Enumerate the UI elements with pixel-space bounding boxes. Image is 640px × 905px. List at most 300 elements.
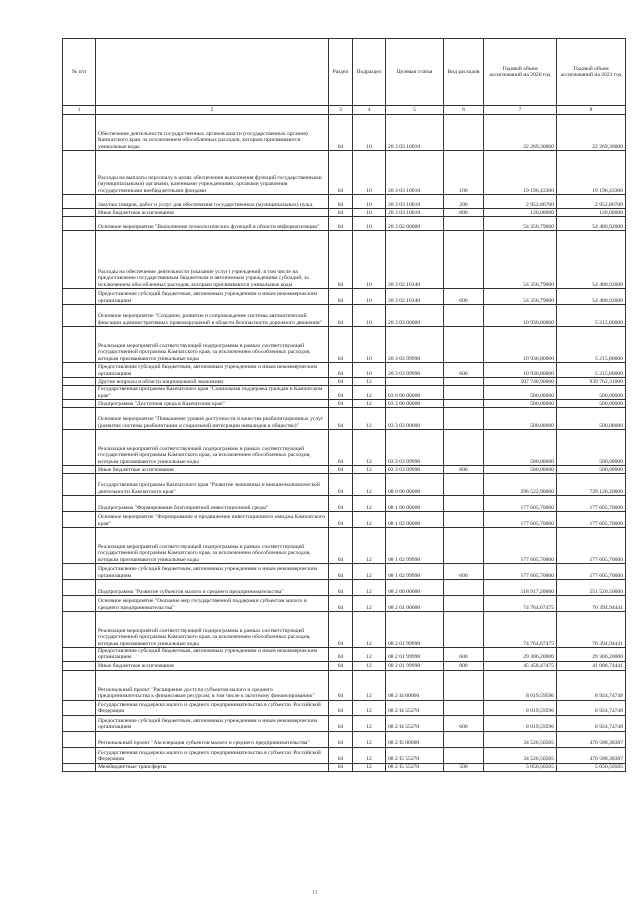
row-amount-2021-cell: 2 952,86700 <box>557 195 626 209</box>
row-name-cell: Основное мероприятие "Выполнение технологических функций в области информатизации" <box>96 217 329 231</box>
row-number-cell <box>63 386 96 400</box>
row-amount-2021-cell: 177 605,70000 <box>557 496 626 512</box>
row-number-cell <box>63 670 96 700</box>
row-subsection-cell: 10 <box>353 195 386 209</box>
row-amount-2021-cell: 500,00000 <box>557 408 626 430</box>
row-amount-2020-cell: 500,00000 <box>484 430 557 466</box>
row-name-cell: Государственная программа Камчатского края "Развитие экономики и внешнеэкономической деятельности Камчатского края" <box>96 474 329 496</box>
row-amount-2020-cell: 19 196,43300 <box>484 151 557 195</box>
row-number-cell <box>63 648 96 662</box>
row-amount-2020-cell: 8 019,59596 <box>484 670 557 700</box>
row-target-article-cell: 20 3 03 99990 <box>386 363 444 378</box>
row-amount-2020-cell: 29 306,20000 <box>484 648 557 662</box>
row-target-article-cell: 08 2 01 99990 <box>386 661 444 670</box>
row-target-article-cell: 20 3 02 10140 <box>386 231 444 289</box>
row-expense-type-cell <box>444 115 484 151</box>
row-number-cell <box>63 496 96 512</box>
table-row <box>63 596 626 612</box>
row-amount-2020-cell: 177 605,70000 <box>484 528 557 564</box>
row-name-cell: Расходы на выплаты персоналу в целях обеспечения выполнения функций государственными (муниципальными) органами, казенными учреждениями, органами управления государственными внебюджетными фондами <box>96 151 329 195</box>
row-expense-type-cell <box>444 580 484 596</box>
row-target-article-cell: 08 2 I4 55270 <box>386 715 444 731</box>
row-section-cell: 04 <box>329 327 353 363</box>
table-row <box>63 115 626 151</box>
table-row <box>63 386 626 400</box>
row-section-cell: 04 <box>329 217 353 231</box>
row-target-article-cell: 20 3 03 00000 <box>386 305 444 327</box>
row-subsection-cell: 12 <box>353 408 386 430</box>
row-name-cell: Иные бюджетные ассигнования <box>96 466 329 474</box>
row-amount-2021-cell: 500,00000 <box>557 400 626 408</box>
row-expense-type-cell <box>444 305 484 327</box>
row-section-cell: 04 <box>329 195 353 209</box>
row-number-cell <box>63 528 96 564</box>
table-row <box>63 648 626 662</box>
row-amount-2020-cell: 8 019,59596 <box>484 715 557 731</box>
row-target-article-cell: 20 3 02 10140 <box>386 289 444 305</box>
row-subsection-cell: 12 <box>353 747 386 763</box>
row-amount-2020-cell: 500,00000 <box>484 400 557 408</box>
row-number-cell <box>63 289 96 305</box>
row-amount-2021-cell: 54 480,92000 <box>557 217 626 231</box>
table-row <box>63 209 626 217</box>
row-number-cell <box>63 327 96 363</box>
row-target-article-cell: 03 3 00 00000 <box>386 400 444 408</box>
row-expense-type-cell <box>444 400 484 408</box>
row-target-article-cell: 03 3 03 99990 <box>386 430 444 466</box>
row-subsection-cell: 10 <box>353 217 386 231</box>
index-cell: 6 <box>444 106 484 115</box>
table-row <box>63 305 626 327</box>
row-target-article-cell: 20 3 03 99990 <box>386 327 444 363</box>
row-expense-type-cell <box>444 430 484 466</box>
row-number-cell <box>63 715 96 731</box>
row-target-article-cell: 20 3 03 10010 <box>386 115 444 151</box>
row-target-article-cell: 08 2 01 99990 <box>386 648 444 662</box>
row-name-cell: Предоставление субсидий бюджетным, автономным учреждениям и иным некоммерческим организациям <box>96 715 329 731</box>
row-section-cell: 04 <box>329 209 353 217</box>
row-target-article-cell: 03 3 03 99990 <box>386 466 444 474</box>
table-row <box>63 700 626 715</box>
row-subsection-cell: 12 <box>353 400 386 408</box>
row-target-article-cell: 08 2 I4 00000 <box>386 670 444 700</box>
table-row <box>63 363 626 378</box>
row-amount-2021-cell: 70 394,94441 <box>557 612 626 648</box>
table-row <box>63 195 626 209</box>
table-row <box>63 564 626 580</box>
row-name-cell: Предоставление субсидий бюджетным, автономным учреждениям и иным некоммерческим организациям <box>96 564 329 580</box>
row-expense-type-cell <box>444 596 484 612</box>
row-amount-2020-cell: 500,00000 <box>484 386 557 400</box>
row-section-cell: 04 <box>329 670 353 700</box>
row-target-article-cell: 08 2 I5 55270 <box>386 747 444 763</box>
row-amount-2021-cell: 8 924,74748 <box>557 715 626 731</box>
row-number-cell <box>63 512 96 528</box>
row-name-cell: Реализация мероприятий соответствующей подпрограммы в рамках соответствующей государственной программы Камчатского края, за исключением обособленных расходов, которым присваиваются уникальные коды <box>96 612 329 648</box>
row-name-cell: Предоставление субсидий бюджетным, автономным учреждениям и иным некоммерческим организациям <box>96 648 329 662</box>
row-amount-2021-cell: 729 126,20000 <box>557 474 626 496</box>
row-subsection-cell: 10 <box>353 289 386 305</box>
row-section-cell: 04 <box>329 580 353 596</box>
row-section-cell: 04 <box>329 528 353 564</box>
row-name-cell: Реализация мероприятий соответствующей подпрограммы в рамках соответствующей государственной программы Камчатского края, за исключением обособленных расходов, которым присваиваются уникальные коды <box>96 430 329 466</box>
row-section-cell: 04 <box>329 564 353 580</box>
row-expense-type-cell: 600 <box>444 648 484 662</box>
row-name-cell: Реализация мероприятий соответствующей подпрограммы в рамках соответствующей государственной программы Камчатского края, за исключением обособленных расходов, которым присваиваются уникальные коды <box>96 528 329 564</box>
row-subsection-cell: 12 <box>353 715 386 731</box>
row-subsection-cell: 12 <box>353 700 386 715</box>
row-expense-type-cell: 100 <box>444 151 484 195</box>
row-number-cell <box>63 231 96 289</box>
table-row <box>63 763 626 771</box>
row-expense-type-cell <box>444 670 484 700</box>
row-subsection-cell: 12 <box>353 474 386 496</box>
row-name-cell: Основное мероприятие "Повышение уровня доступности и качества реабилитационных услуг (развитие системы реабилитации и социальной интеграции инвалидов в общество)" <box>96 408 329 430</box>
row-amount-2020-cell: 54 356,79000 <box>484 217 557 231</box>
row-subsection-cell: 10 <box>353 305 386 327</box>
table-row <box>63 528 626 564</box>
row-expense-type-cell <box>444 231 484 289</box>
row-name-cell: Иные бюджетные ассигнования <box>96 209 329 217</box>
row-section-cell: 04 <box>329 648 353 662</box>
row-expense-type-cell: 600 <box>444 715 484 731</box>
table-row <box>63 747 626 763</box>
table-row <box>63 612 626 648</box>
row-name-cell: Основное мероприятие "Формирование и продвижение инвестиционного имиджа Камчатского края" <box>96 512 329 528</box>
row-number-cell <box>63 466 96 474</box>
row-section-cell: 04 <box>329 496 353 512</box>
row-target-article-cell: 08 2 00 00000 <box>386 580 444 596</box>
row-expense-type-cell: 600 <box>444 289 484 305</box>
table-row <box>63 378 626 386</box>
row-target-article-cell: 20 3 03 10010 <box>386 151 444 195</box>
table-row <box>63 580 626 596</box>
header-expense-type: Вид расходов <box>444 39 484 106</box>
row-subsection-cell: 12 <box>353 430 386 466</box>
row-number-cell <box>63 763 96 771</box>
table-row <box>63 474 626 496</box>
row-number-cell <box>63 430 96 466</box>
table-row <box>63 512 626 528</box>
row-section-cell: 04 <box>329 400 353 408</box>
header-name <box>96 39 329 106</box>
row-number-cell <box>63 747 96 763</box>
row-expense-type-cell: 800 <box>444 661 484 670</box>
row-number-cell <box>63 596 96 612</box>
row-name-cell: Иные бюджетные ассигнования <box>96 661 329 670</box>
row-amount-2020-cell: 118 917,20000 <box>484 580 557 596</box>
header-subsection: Подраздел <box>353 39 386 106</box>
table-row <box>63 430 626 466</box>
row-subsection-cell: 10 <box>353 209 386 217</box>
index-cell: 8 <box>557 106 626 115</box>
row-name-cell: Подпрограмма "Доступная среда в Камчатском крае" <box>96 400 329 408</box>
row-target-article-cell: 08 2 I4 55270 <box>386 700 444 715</box>
row-target-article-cell: 08 0 00 00000 <box>386 474 444 496</box>
header-amount-2020: Годовой объем ассигнований на 2020 год <box>484 39 557 106</box>
row-target-article-cell: 08 2 01 99990 <box>386 612 444 648</box>
row-expense-type-cell <box>444 474 484 496</box>
table-row <box>63 466 626 474</box>
row-section-cell: 04 <box>329 474 353 496</box>
row-amount-2021-cell: 54 480,92000 <box>557 289 626 305</box>
row-subsection-cell: 12 <box>353 564 386 580</box>
row-expense-type-cell: 600 <box>444 564 484 580</box>
row-expense-type-cell <box>444 496 484 512</box>
row-target-article-cell: 08 2 I5 00000 <box>386 731 444 747</box>
row-amount-2020-cell: 507 740,90000 <box>484 378 557 386</box>
row-number-cell <box>63 731 96 747</box>
index-cell: 1 <box>63 106 96 115</box>
row-expense-type-cell: 500 <box>444 763 484 771</box>
row-target-article-cell: 08 2 I5 55270 <box>386 763 444 771</box>
row-subsection-cell: 12 <box>353 512 386 528</box>
row-number-cell <box>63 363 96 378</box>
row-section-cell: 04 <box>329 305 353 327</box>
row-section-cell: 04 <box>329 430 353 466</box>
header-target-article: Целевая статья <box>386 39 444 106</box>
row-number-cell <box>63 474 96 496</box>
row-subsection-cell: 12 <box>353 670 386 700</box>
row-section-cell: 04 <box>329 612 353 648</box>
index-cell: 3 <box>329 106 353 115</box>
row-amount-2020-cell: 8 019,59596 <box>484 700 557 715</box>
row-target-article-cell: 20 3 03 10010 <box>386 209 444 217</box>
row-amount-2021-cell: 551 520,50000 <box>557 580 626 596</box>
row-expense-type-cell <box>444 700 484 715</box>
row-amount-2020-cell: 120,00000 <box>484 209 557 217</box>
row-section-cell: 04 <box>329 596 353 612</box>
row-number-cell <box>63 580 96 596</box>
row-subsection-cell: 12 <box>353 596 386 612</box>
row-amount-2021-cell: 177 605,70000 <box>557 512 626 528</box>
row-amount-2020-cell: 296 522,90000 <box>484 474 557 496</box>
row-amount-2021-cell: 5 215,80000 <box>557 327 626 363</box>
row-section-cell: 04 <box>329 466 353 474</box>
row-amount-2020-cell: 74 764,67475 <box>484 596 557 612</box>
row-number-cell <box>63 564 96 580</box>
row-amount-2021-cell: 19 196,43300 <box>557 151 626 195</box>
row-expense-type-cell: 800 <box>444 466 484 474</box>
row-section-cell: 04 <box>329 378 353 386</box>
row-section-cell: 04 <box>329 408 353 430</box>
row-target-article-cell: 20 3 02 00000 <box>386 217 444 231</box>
row-amount-2020-cell: 45 458,47475 <box>484 661 557 670</box>
row-expense-type-cell <box>444 512 484 528</box>
row-amount-2021-cell: 177 605,70000 <box>557 564 626 580</box>
row-subsection-cell: 12 <box>353 648 386 662</box>
row-amount-2021-cell: 500,00000 <box>557 386 626 400</box>
table-row <box>63 715 626 731</box>
row-amount-2021-cell: 29 306,20000 <box>557 648 626 662</box>
row-subsection-cell: 12 <box>353 378 386 386</box>
row-number-cell <box>63 217 96 231</box>
row-section-cell: 04 <box>329 115 353 151</box>
row-number-cell <box>63 700 96 715</box>
row-name-cell: Другие вопросы в области национальной экономики <box>96 378 329 386</box>
row-number-cell <box>63 115 96 151</box>
row-expense-type-cell <box>444 217 484 231</box>
row-subsection-cell: 12 <box>353 763 386 771</box>
table-row <box>63 217 626 231</box>
table-row <box>63 408 626 430</box>
row-amount-2020-cell: 10 936,80000 <box>484 363 557 378</box>
row-subsection-cell: 12 <box>353 386 386 400</box>
row-target-article-cell: 03 0 00 00000 <box>386 386 444 400</box>
row-section-cell: 04 <box>329 151 353 195</box>
row-expense-type-cell <box>444 378 484 386</box>
row-amount-2020-cell: 5 050,50505 <box>484 763 557 771</box>
column-index-row <box>63 106 626 115</box>
row-subsection-cell: 10 <box>353 115 386 151</box>
row-target-article-cell: 08 1 00 00000 <box>386 496 444 512</box>
row-name-cell: Государственная поддержка малого и среднего предпринимательства в субъектах Российской Федерации <box>96 700 329 715</box>
row-name-cell: Реализация мероприятий соответствующей подпрограммы в рамках соответствующей государственной программы Камчатского края, за исключением обособленных расходов, которым присваиваются уникальные коды <box>96 327 329 363</box>
row-amount-2021-cell: 470 588,38387 <box>557 747 626 763</box>
row-expense-type-cell: 800 <box>444 209 484 217</box>
row-section-cell: 04 <box>329 731 353 747</box>
row-target-article-cell: 03 3 03 00000 <box>386 408 444 430</box>
budget-table <box>62 38 626 772</box>
row-subsection-cell: 12 <box>353 580 386 596</box>
row-number-cell <box>63 378 96 386</box>
row-amount-2020-cell: 10 936,80000 <box>484 305 557 327</box>
row-section-cell: 04 <box>329 363 353 378</box>
row-amount-2021-cell: 177 605,70000 <box>557 528 626 564</box>
header-section: Раздел <box>329 39 353 106</box>
row-expense-type-cell <box>444 386 484 400</box>
row-amount-2021-cell: 54 480,92000 <box>557 231 626 289</box>
row-subsection-cell: 10 <box>353 327 386 363</box>
row-amount-2021-cell: 5 050,50505 <box>557 763 626 771</box>
row-name-cell: Государственная программа Камчатского края "Социальная поддержка граждан в Камчатском крае" <box>96 386 329 400</box>
row-subsection-cell: 10 <box>353 363 386 378</box>
row-name-cell: Расходы на обеспечение деятельности (оказание услуг) учреждений, в том числе на предоставление государственным бюджетным и автономным учреждениям субсидий, за исключением обособленных расходов, которым присваиваются уникальные коды <box>96 231 329 289</box>
row-section-cell: 04 <box>329 512 353 528</box>
row-section-cell: 04 <box>329 386 353 400</box>
row-subsection-cell: 12 <box>353 496 386 512</box>
row-number-cell <box>63 305 96 327</box>
row-amount-2021-cell: 120,00000 <box>557 209 626 217</box>
row-section-cell: 04 <box>329 231 353 289</box>
row-target-article-cell: 08 2 01 00000 <box>386 596 444 612</box>
row-section-cell: 04 <box>329 715 353 731</box>
index-cell: 5 <box>386 106 444 115</box>
row-expense-type-cell <box>444 612 484 648</box>
row-amount-2021-cell: 500,00000 <box>557 466 626 474</box>
row-amount-2021-cell: 8 924,74748 <box>557 670 626 700</box>
row-amount-2020-cell: 54 356,79000 <box>484 289 557 305</box>
row-name-cell: Основное мероприятие "Создание, развитие и сопровождение системы автоматической фиксации административных правонарушений в области безопасности дорожного движения" <box>96 305 329 327</box>
row-amount-2021-cell: 5 215,80000 <box>557 363 626 378</box>
row-subsection-cell: 10 <box>353 231 386 289</box>
row-amount-2020-cell: 2 952,86700 <box>484 195 557 209</box>
table-row <box>63 496 626 512</box>
row-expense-type-cell <box>444 408 484 430</box>
table-row <box>63 327 626 363</box>
row-section-cell: 04 <box>329 289 353 305</box>
header-amount-2021: Годовой объем ассигнований на 2021 год <box>557 39 626 106</box>
row-name-cell: Региональный проект "Акселерация субъектов малого и среднего предпринимательства" <box>96 731 329 747</box>
row-amount-2021-cell: 5 215,80000 <box>557 305 626 327</box>
page-number: 11 <box>312 890 318 896</box>
row-amount-2021-cell: 41 088,74441 <box>557 661 626 670</box>
row-amount-2020-cell: 500,00000 <box>484 408 557 430</box>
row-expense-type-cell <box>444 327 484 363</box>
row-amount-2020-cell: 177 605,70000 <box>484 496 557 512</box>
table-row <box>63 231 626 289</box>
row-target-article-cell: 20 3 03 10010 <box>386 195 444 209</box>
row-name-cell: Государственная поддержка малого и среднего предпринимательства в субъектах Российской Федерации <box>96 747 329 763</box>
row-name-cell: Региональный проект "Расширение доступа субъектов малого и среднего предпринимательства к финансовым ресурсам, в том числе к льготному финансированию" <box>96 670 329 700</box>
row-amount-2020-cell: 34 520,50505 <box>484 747 557 763</box>
row-amount-2021-cell: 70 394,94441 <box>557 596 626 612</box>
row-amount-2020-cell: 22 269,30000 <box>484 115 557 151</box>
row-number-cell <box>63 661 96 670</box>
index-cell: 7 <box>484 106 557 115</box>
row-name-cell: Основное мероприятие "Оказание мер государственной поддержки субъектам малого и среднего предпринимательства" <box>96 596 329 612</box>
table-row <box>63 670 626 700</box>
row-amount-2021-cell: 500,00000 <box>557 430 626 466</box>
row-target-article-cell: 08 1 02 99990 <box>386 564 444 580</box>
row-number-cell <box>63 151 96 195</box>
row-name-cell: Закупка товаров, работ и услуг для обеспечения государственных (муниципальных) нужд <box>96 195 329 209</box>
row-number-cell <box>63 612 96 648</box>
row-number-cell <box>63 400 96 408</box>
table-row <box>63 731 626 747</box>
row-name-cell: Предоставление субсидий бюджетным, автономным учреждениям и иным некоммерческим организациям <box>96 363 329 378</box>
row-amount-2020-cell: 34 520,50505 <box>484 731 557 747</box>
row-target-article-cell <box>386 378 444 386</box>
row-name-cell: Межбюджетные трансферты <box>96 763 329 771</box>
header-num: № п/п <box>63 39 96 106</box>
row-amount-2020-cell: 500,00000 <box>484 466 557 474</box>
row-name-cell: Предоставление субсидий бюджетным, автономным учреждениям и иным некоммерческим организациям <box>96 289 329 305</box>
table-row <box>63 400 626 408</box>
row-subsection-cell: 12 <box>353 731 386 747</box>
row-number-cell <box>63 195 96 209</box>
row-number-cell <box>63 408 96 430</box>
row-name-cell: Подпрограмма "Развитие субъектов малого и среднего предпринимательства" <box>96 580 329 596</box>
row-amount-2021-cell: 22 269,30000 <box>557 115 626 151</box>
index-cell: 4 <box>353 106 386 115</box>
row-target-article-cell: 08 1 02 99990 <box>386 528 444 564</box>
row-subsection-cell: 12 <box>353 612 386 648</box>
row-section-cell: 04 <box>329 700 353 715</box>
row-number-cell <box>63 209 96 217</box>
row-subsection-cell: 12 <box>353 661 386 670</box>
row-subsection-cell: 12 <box>353 528 386 564</box>
table-row <box>63 151 626 195</box>
row-expense-type-cell <box>444 747 484 763</box>
table-header-row <box>63 39 626 106</box>
row-target-article-cell: 08 1 02 00000 <box>386 512 444 528</box>
row-amount-2020-cell: 10 936,80000 <box>484 327 557 363</box>
row-expense-type-cell <box>444 528 484 564</box>
row-expense-type-cell <box>444 731 484 747</box>
row-amount-2020-cell: 177 605,70000 <box>484 512 557 528</box>
row-expense-type-cell: 200 <box>444 195 484 209</box>
row-expense-type-cell: 600 <box>444 363 484 378</box>
row-amount-2021-cell: 8 924,74748 <box>557 700 626 715</box>
row-section-cell: 04 <box>329 661 353 670</box>
row-name-cell: Подпрограмма "Формирование благоприятной инвестиционной среды" <box>96 496 329 512</box>
row-amount-2021-cell: 939 762,31000 <box>557 378 626 386</box>
row-section-cell: 04 <box>329 747 353 763</box>
table-row <box>63 289 626 305</box>
row-amount-2020-cell: 74 764,67475 <box>484 612 557 648</box>
row-amount-2020-cell: 177 605,70000 <box>484 564 557 580</box>
